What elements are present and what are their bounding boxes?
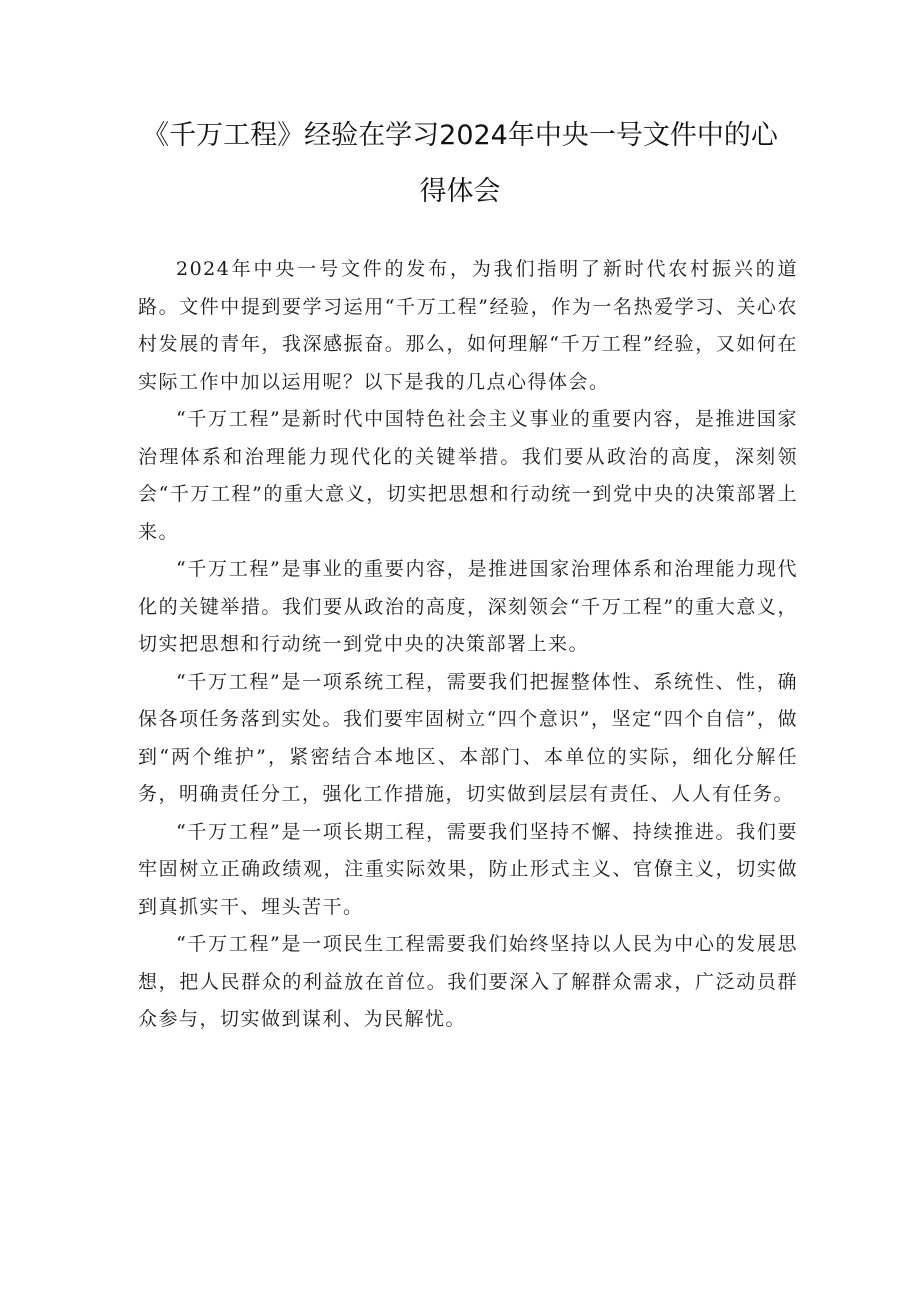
title-line-2: 得体会 [419, 176, 501, 207]
document-title [120, 108, 800, 220]
paragraph-5: “千万工程”是一项长期工程，需要我们坚持不懈、持续推进。我们要牢固树立正确政绩观，注重实际效果，防止形式主义、官僚主义，切实做到真抓实干、埋头苦干。 [138, 820, 798, 918]
title-line-1: 《千万工程》经验在学习2024年中央一号文件中的心 [142, 120, 778, 151]
paragraph-4: “千万工程”是一项系统工程，需要我们把握整体性、系统性、性，确保各项任务落到实处。我们要牢固树立“四个意识”，坚定“四个自信”，做到“两个维护”，紧密结合本地区、本部门、本单位的实际，细化分解任务，明确责任分工，强化工作措施，切实做到层层有责任、人人有任务。 [138, 670, 798, 805]
paragraph-2: “千万工程”是新时代中国特色社会主义事业的重要内容，是推进国家治理体系和治理能力现代化的关键举措。我们要从政治的高度，深刻领会“千万工程”的重大意义，切实把思想和行动统一到党中央的决策部署上来。 [138, 408, 798, 543]
paragraph-6: “千万工程”是一项民生工程需要我们始终坚持以人民为中心的发展思想，把人民群众的利益放在首位。我们要深入了解群众需求，广泛动员群众参与，切实做到谋利、为民解忧。 [138, 933, 798, 1030]
document-body [138, 251, 798, 1039]
paragraph-1: 2024年中央一号文件的发布，为我们指明了新时代农村振兴的道路。文件中提到要学习运用“千万工程”经验，作为一名热爱学习、关心农村发展的青年，我深感振奋。那么，如何理解“千万工程”经验，又如何在实际工作中加以运用呢？以下是我的几点心得体会。 [138, 258, 798, 393]
paragraph-3: “千万工程”是事业的重要内容，是推进国家治理体系和治理能力现代化的关键举措。我们要从政治的高度，深刻领会“千万工程”的重大意义，切实把思想和行动统一到党中央的决策部署上来。 [138, 558, 798, 655]
